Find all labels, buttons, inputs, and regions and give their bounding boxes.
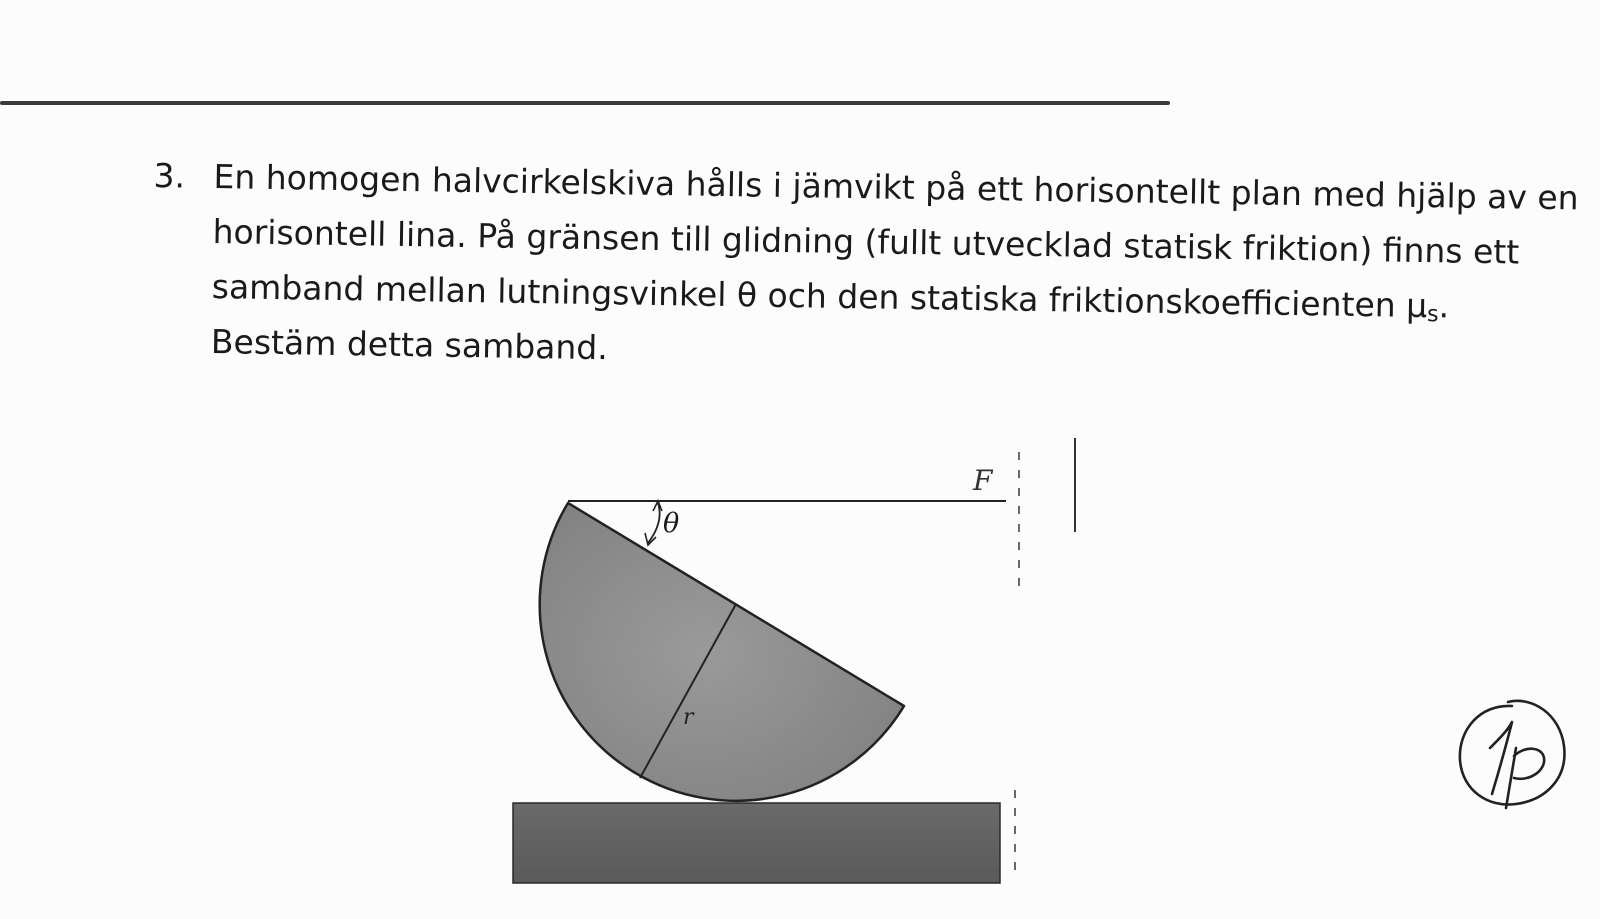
ground-block <box>513 803 1000 883</box>
angle-arrow-top <box>653 501 662 511</box>
semicircle-figure <box>480 430 1120 910</box>
question-line-2: horisontell lina. På gränsen till glidning (fullt utvecklad statisk friktion) finns ett <box>212 211 1520 272</box>
question-line-3-text: samband mellan lutningsvinkel θ och den statiska friktionskoefficienten μ <box>211 266 1428 326</box>
angle-label: θ <box>663 508 680 539</box>
radius-label: r <box>683 705 694 730</box>
semicircle-disk <box>540 503 904 801</box>
question-line-3-end: . <box>1438 286 1450 326</box>
question-line-1: En homogen halvcirkelskiva hålls i jämvikt på ett horisontellt plan med hjälp av en <box>213 157 1579 218</box>
question-number: 3. <box>153 156 186 196</box>
grade-mark-svg <box>1450 690 1570 820</box>
grade-p <box>1506 748 1544 808</box>
problem-3 <box>147 148 1590 391</box>
header-rule <box>0 101 1170 105</box>
question-line-4: Bestäm detta samband. <box>210 321 609 368</box>
force-label: F <box>973 464 993 497</box>
figure-svg <box>480 430 1120 910</box>
mu-subscript: s <box>1426 302 1439 328</box>
grade-mark <box>1450 690 1570 820</box>
grade-one <box>1490 722 1512 794</box>
grade-circle <box>1460 701 1565 805</box>
question-text <box>211 149 1590 391</box>
